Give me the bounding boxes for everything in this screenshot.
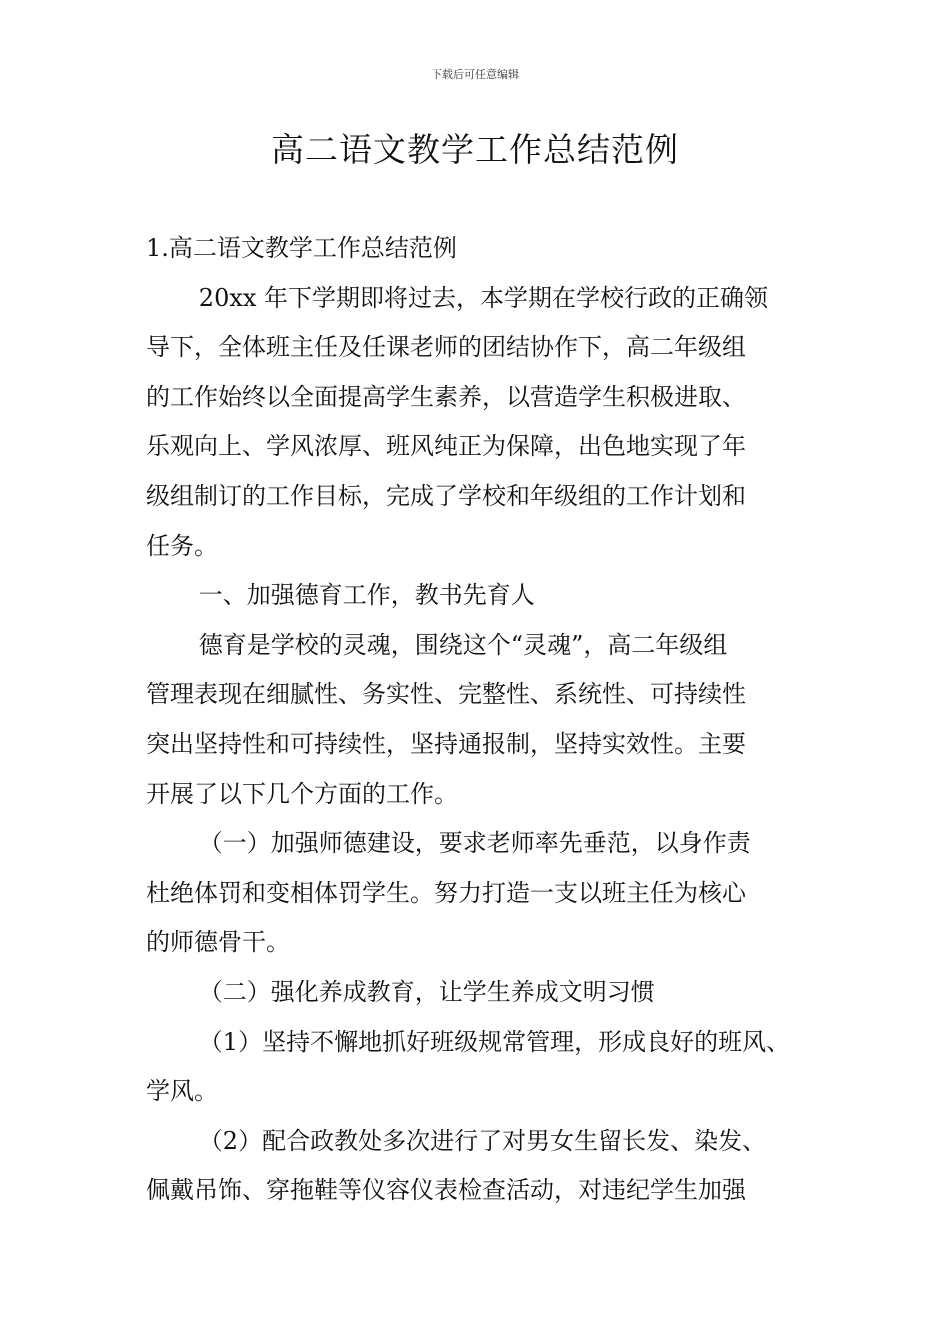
paragraph-line: 1.高二语文教学工作总结范例 bbox=[146, 234, 457, 262]
paragraph-line: （1）坚持不懈地抓好班级规常管理，形成良好的班风、 bbox=[198, 1027, 791, 1056]
paragraph-line: （二）强化养成教育，让学生养成文明习惯 bbox=[198, 977, 655, 1006]
document-body bbox=[146, 224, 808, 1216]
paragraph-line: 管理表现在细腻性、务实性、完整性、系统性、可持续性 bbox=[146, 680, 746, 709]
paragraph-line: 学风。 bbox=[146, 1077, 218, 1106]
paragraph-4 bbox=[146, 819, 808, 968]
paragraph-3 bbox=[146, 621, 808, 819]
paragraph-line: 级组制订的工作目标，完成了学校和年级组的工作计划和 bbox=[146, 481, 746, 510]
paragraph-2 bbox=[146, 274, 808, 572]
paragraph-line: 的工作始终以全面提高学生素养，以营造学生积极进取、 bbox=[146, 382, 746, 411]
paragraph-line: 导下，全体班主任及任课老师的团结协作下，高二年级组 bbox=[146, 333, 746, 362]
paragraph-line: 突出坚持性和可持续性，坚持通报制，坚持实效性。主要 bbox=[146, 729, 746, 758]
paragraph-line: 开展了以下几个方面的工作。 bbox=[146, 779, 458, 808]
sub-heading-2 bbox=[146, 968, 808, 1018]
paragraph-line: 任务。 bbox=[146, 531, 218, 560]
paragraph-line: 一、加强德育工作，教书先育人 bbox=[198, 581, 535, 610]
paragraph-1 bbox=[146, 224, 808, 274]
paragraph-line: 乐观向上、学风浓厚、班风纯正为保障，出色地实现了年 bbox=[146, 432, 746, 461]
paragraph-line: 杜绝体罚和变相体罚学生。努力打造一支以班主任为核心 bbox=[146, 878, 746, 907]
paragraph-5 bbox=[146, 1018, 808, 1117]
document-title: 高二语文教学工作总结范例 bbox=[271, 130, 679, 169]
paragraph-line: 20xx 年下学期即将过去，本学期在学校行政的正确领 bbox=[198, 283, 769, 312]
paragraph-line: （一）加强师德建设，要求老师率先垂范，以身作责 bbox=[198, 829, 751, 858]
section-heading-1 bbox=[146, 571, 808, 621]
paragraph-line: （2）配合政教处多次进行了对男女生留长发、染发、 bbox=[198, 1126, 767, 1155]
page-header-note: 下载后可任意编辑 bbox=[431, 68, 519, 81]
paragraph-line: 佩戴吊饰、穿拖鞋等仪容仪表检查活动，对违纪学生加强 bbox=[146, 1176, 746, 1205]
paragraph-line: 德育是学校的灵魂，围绕这个“灵魂”，高二年级组 bbox=[198, 630, 728, 659]
paragraph-6 bbox=[146, 1117, 808, 1216]
paragraph-line: 的师德骨干。 bbox=[146, 928, 290, 957]
